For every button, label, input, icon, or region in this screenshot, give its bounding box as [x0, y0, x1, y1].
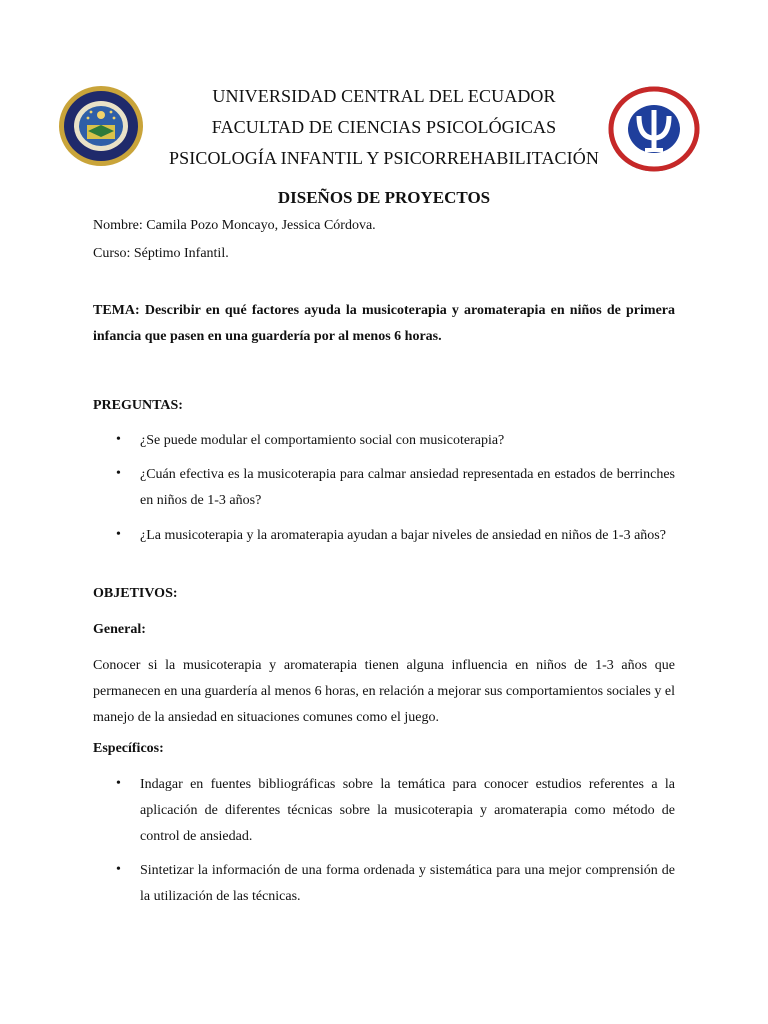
general-heading: General:	[93, 622, 146, 637]
faculty-name: FACULTAD DE CIENCIAS PSICOLÓGICAS	[211, 117, 557, 137]
tema-paragraph	[93, 298, 675, 350]
program-name: PSICOLOGÍA INFANTIL Y PSICORREHABILITACIÓN	[169, 148, 599, 168]
nombre-line: Nombre: Camila Pozo Moncayo, Jessica Córdova.	[93, 218, 376, 233]
tema-label: TEMA:	[93, 303, 140, 318]
bullet: •	[116, 776, 121, 791]
bullet: •	[116, 527, 121, 542]
general-paragraph: Conocer si la musicoterapia y aromaterapia tienen alguna influencia en niños de 1-3 años que permanecen en una guardería al menos 6 horas, en relación a mejorar sus comportamientos sociales y el manejo de la ansiedad en situaciones comunes como el juego.	[93, 658, 675, 725]
pregunta-item: ¿Cuán efectiva es la musicoterapia para calmar ansiedad representada en estados de berrinches en niños de 1-3 años?	[140, 467, 675, 508]
bullet: •	[116, 466, 121, 481]
pregunta-item: ¿La musicoterapia y la aromaterapia ayudan a bajar niveles de ansiedad en niños de 1-3 años?	[140, 528, 666, 543]
bullet: •	[116, 862, 121, 877]
especifico-item: Indagar en fuentes bibliográficas sobre la temática para conocer estudios referentes a la aplicación de diferentes técnicas sobre la musicoterapia y aromaterapia como método de control de ansiedad.	[140, 777, 675, 844]
tema-text: Describir en qué factores ayuda la musicoterapia y aromaterapia en niños de primera infancia que pasen en una guardería por al menos 6 horas.	[93, 303, 675, 344]
especificos-heading: Específicos:	[93, 741, 164, 756]
preguntas-heading: PREGUNTAS:	[93, 398, 183, 413]
bullet: •	[116, 432, 121, 447]
document-title: DISEÑOS DE PROYECTOS	[277, 188, 491, 207]
university-name: UNIVERSIDAD CENTRAL DEL ECUADOR	[212, 86, 556, 106]
pregunta-item: ¿Se puede modular el comportamiento social con musicoterapia?	[140, 433, 505, 448]
objetivos-heading: OBJETIVOS:	[93, 586, 178, 601]
especifico-item: Sintetizar la información de una forma ordenada y sistemática para una mejor comprensión de la utilización de las técnicas.	[140, 863, 675, 904]
curso-line: Curso: Séptimo Infantil.	[93, 246, 229, 261]
